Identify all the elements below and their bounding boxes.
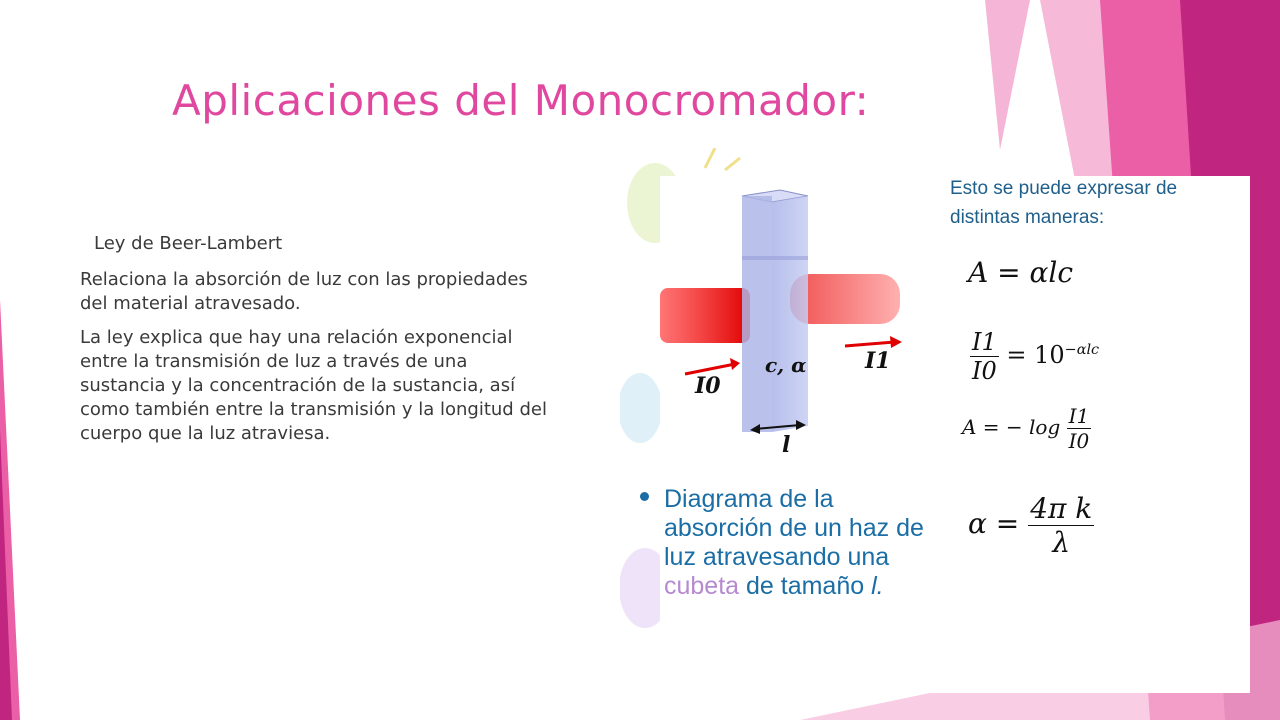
equation-intensity-ratio: [970, 328, 1099, 385]
equation-log-form: [962, 404, 1091, 453]
eq3-numerator: I1: [1068, 404, 1090, 428]
cuvette-front: [742, 196, 772, 432]
cuvette-side: [772, 196, 808, 432]
right-facet-sliver: [985, 0, 1030, 150]
eq4-numerator: 4π k: [1030, 492, 1093, 525]
paragraph-explanation: La ley explica que hay una relación exponencial entre la transmisión de luz a través de una sustancia y la concentración de la sustancia, así como también entre la transmisión y la longitud del cuerpo que la luz atraviesa.: [80, 327, 547, 444]
caption-highlight-cubeta: cubeta: [664, 572, 740, 600]
caption-length-symbol: l.: [871, 572, 884, 600]
figure-caption: [664, 485, 934, 601]
incident-beam: [660, 288, 750, 343]
equation-absorbance: A = αlc: [968, 256, 1074, 289]
body-text: [80, 232, 550, 456]
slide-title: Aplicaciones del Monocromador:: [172, 76, 870, 125]
expression-note: Esto se puede expresar de distintas maneras:: [950, 178, 1178, 228]
eq2-numerator: I1: [972, 328, 997, 356]
eq2-rhs: = 10: [1006, 341, 1065, 369]
label-cell: c, α: [765, 353, 807, 377]
caption-text-2: de tamaño: [739, 572, 872, 600]
absorption-diagram: [660, 176, 1250, 693]
eq4-lhs: α =: [968, 507, 1020, 540]
eq3-lhs: A = − log: [962, 415, 1061, 439]
caption-text: Diagrama de la absorción de un haz de luz atravesando una: [664, 485, 924, 571]
label-length: l: [782, 432, 791, 458]
eq2-denominator: I0: [972, 357, 997, 385]
eq2-exponent: −αlc: [1064, 342, 1100, 358]
label-i1: I1: [865, 348, 891, 374]
transmitted-arrow: [845, 342, 895, 346]
subheading: Ley de Beer-Lambert: [94, 233, 283, 254]
equation-alpha: [968, 492, 1094, 559]
caption-bullet: [640, 492, 649, 501]
eq4-denominator: λ: [1052, 526, 1071, 559]
figure-panel: [660, 176, 1250, 693]
eq3-denominator: I0: [1068, 429, 1090, 453]
paragraph-definition: Relaciona la absorción de luz con las propiedades del material atravesado.: [80, 269, 528, 314]
label-i0: I0: [695, 373, 721, 399]
